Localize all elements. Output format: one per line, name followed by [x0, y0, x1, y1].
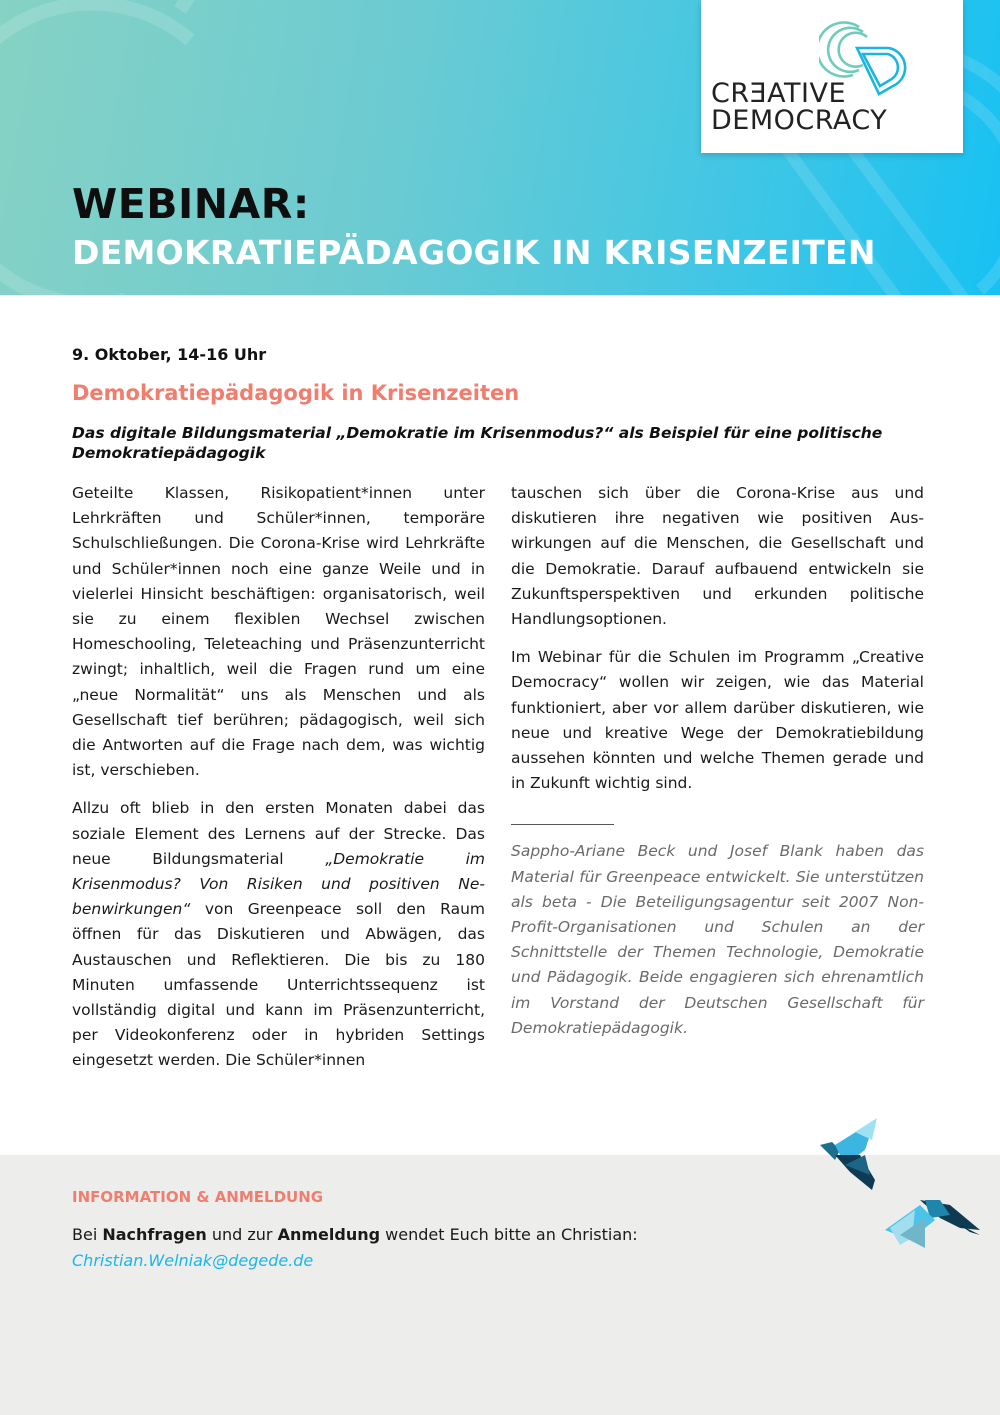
paragraph-2-text-a: Allzu oft blieb in den ersten Monaten dabei das soziale Element des Lernens auf der Strecke. Das neue Bildungsmaterial [72, 799, 485, 868]
paragraph-1: Geteilte Klassen, Risikopatient*innen unter Lehrkräften und Schüler*innen, temporäre Schulschließungen. Die Corona-Krise wird Lehrkräfte und Schüler*innen noch eine ganze Weile und in vielerlei Hinsicht beschäftigen: organisatorisch, weil sie zu einem flexiblen Wechsel zwischen Homeschooling, Teleteaching und Präsenzunterricht zwingt; inhaltlich, weil die Fragen rund um eine „neue Normalität“ uns als Menschen und als Gesellschaft tief berühren; pädagogisch, weil sich die Antworten auf die Frage nach dem, was wichtig ist, verschieben. [72, 484, 485, 780]
contact-email-link[interactable]: Christian.Welniak@degede.de [72, 1251, 314, 1270]
material-title: „Demokratie im Krisenmodus? Von Risiken und positiven Nebenwirkungen“ [72, 849, 486, 919]
header-banner [0, 0, 1000, 295]
divider [511, 824, 614, 825]
event-lead: Das digitale Bildungsmaterial „Demokratie im Krisenmodus?“ als Beispiel für eine politische Demokratiepädagogik [72, 424, 883, 462]
info-bold-anmeldung: Anmeldung [277, 1225, 381, 1244]
info-text-2: und zur [206, 1225, 278, 1244]
flying-doves-icon [800, 1110, 1000, 1260]
page-title: WEBINAR: [72, 180, 310, 228]
info-title: INFORMATION & ANMELDUNG [72, 1188, 324, 1206]
paragraph-2-continued: tauschen sich über die Corona-Krise aus und diskutieren ihre negativen wie positiven Auswirkungen auf die Menschen, die Gesellschaft und die Demokratie. Darauf aufbauend entwickeln sie Zukunftsperspektiven und erkunden politische Handlungsoptionen. [511, 484, 924, 629]
info-text-1: Bei [72, 1225, 103, 1244]
logo-line-1: CRƎATIVE [711, 78, 847, 109]
info-text [72, 1225, 638, 1244]
paragraph-2-text-b: von Greenpeace soll den Raum öffnen für das Diskutieren und Abwägen, das Austauschen und Reflektieren. Die bis zu 180 Minuten umfassende Unterrichtssequenz ist vollständig digital und kann im Präsenzunterricht, per Videokonferenz oder in hybriden Settings eingesetzt werden. Die Schüler*innen [72, 900, 485, 1070]
creative-democracy-logo [701, 0, 963, 153]
dove-lower-icon [885, 1200, 980, 1248]
logo-wordmark [711, 80, 961, 134]
dove-upper-icon [820, 1118, 877, 1190]
paragraph-2 [72, 796, 485, 1073]
author-bio: Sappho-Ariane Beck und Josef Blank haben das Material für Greenpeace entwickelt. Sie unterstützen als beta - Die Beteiligungsagentur seit 2007 Non-Profit-Organisationen und Schulen an der Schnittstelle der Themen Technologie, Demokratie und Pädagogik. Beide engagieren sich ehrenamtlich im Vorstand der Deutschen Gesellschaft für Demokratiepädagogik. [511, 842, 924, 1037]
body-column-right [511, 481, 924, 1054]
info-bold-nachfragen: Nachfragen [102, 1225, 207, 1244]
logo-line-2: DEMOCRACY [711, 105, 888, 136]
info-text-3: wendet Euch bitte an Christian: [380, 1225, 638, 1244]
event-date: 9. Oktober, 14-16 Uhr [72, 345, 267, 364]
event-title: Demokratiepädagogik in Krisenzeiten [72, 381, 520, 405]
page-subtitle: DEMOKRATIEPÄDAGOGIK IN KRISENZEITEN [72, 233, 876, 272]
body-column-left [72, 481, 485, 1087]
paragraph-3: Im Webinar für die Schulen im Programm „Creative Democracy“ wollen wir zeigen, wie das Material funktioniert, aber vor allem darüber diskutieren, wie neue und kreative Wege der Demokratiebildung aussehen könnten und welche Themen gerade und in Zukunft wichtig sind. [511, 648, 924, 793]
